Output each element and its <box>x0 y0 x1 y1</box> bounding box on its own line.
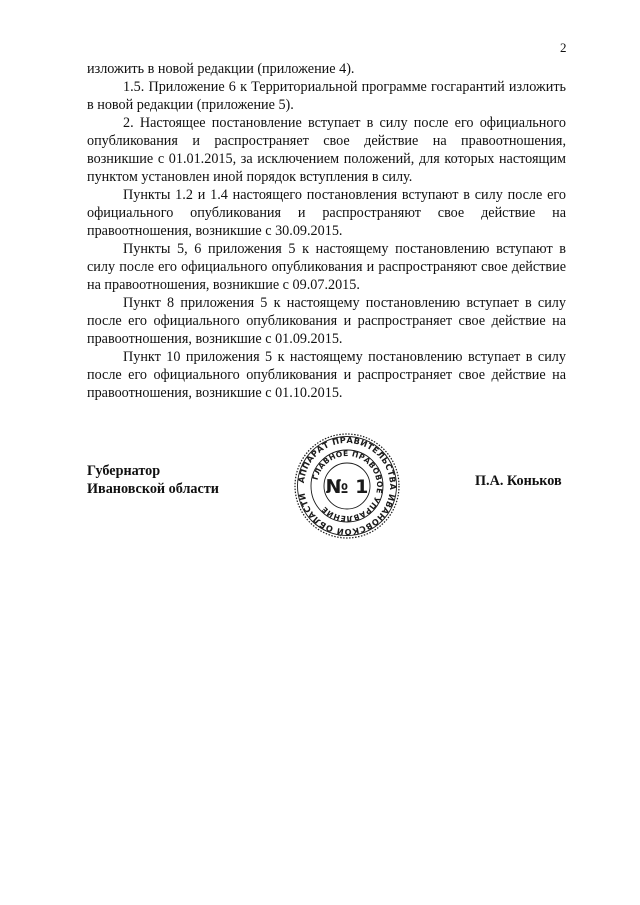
official-seal <box>293 432 401 540</box>
seal-outer-text: АППАРАТ ПРАВИТЕЛЬСТВА ИВАНОВСКОЙ ОБЛАСТИ <box>296 434 399 538</box>
paragraph-6: Пункт 8 приложения 5 к настоящему постановлению вступает в силу после его официального опубликования и распространяет свое действие на правоотношения, возникшие с 01.09.2015. <box>87 295 566 347</box>
seal-number: № 1 <box>325 476 369 498</box>
signature-title-line1: Губернатор <box>87 463 161 479</box>
paragraph-1: изложить в новой редакции (приложение 4). <box>87 61 355 77</box>
paragraph-7: Пункт 10 приложения 5 к настоящему постановлению вступает в силу после его официального опубликования и распространяет свое действие на правоотношения, возникшие с 01.10.2015. <box>87 349 566 401</box>
body-text <box>87 60 566 402</box>
page-number: 2 <box>560 40 567 55</box>
signature-title <box>87 462 219 498</box>
seal-inner-text: ГЛАВНОЕ ПРАВОВОЕ УПРАВЛЕНИЕ <box>310 448 385 524</box>
paragraph-2: 1.5. Приложение 6 к Территориальной программе госгарантий изложить в новой редакции (приложение 5). <box>87 79 566 113</box>
paragraph-4: Пункты 1.2 и 1.4 настоящего постановления вступают в силу после его официального опубликования и распространяют свое действие на правоотношения, возникшие с 30.09.2015. <box>87 187 566 239</box>
paragraph-3: 2. Настоящее постановление вступает в силу после его официального опубликования и распространяет свое действие на правоотношения, возникшие с 01.01.2015, за исключением положений, для которых настоящим пунктом установлен иной порядок вступления в силу. <box>87 115 566 185</box>
signature-name: П.А. Коньков <box>475 473 562 489</box>
paragraph-5: Пункты 5, 6 приложения 5 к настоящему постановлению вступают в силу после его официального опубликования и распространяют свое действие на правоотношения, возникшие с 09.07.2015. <box>87 241 566 293</box>
signature-title-line2: Ивановской области <box>87 481 219 497</box>
seal-graphic <box>293 432 401 540</box>
